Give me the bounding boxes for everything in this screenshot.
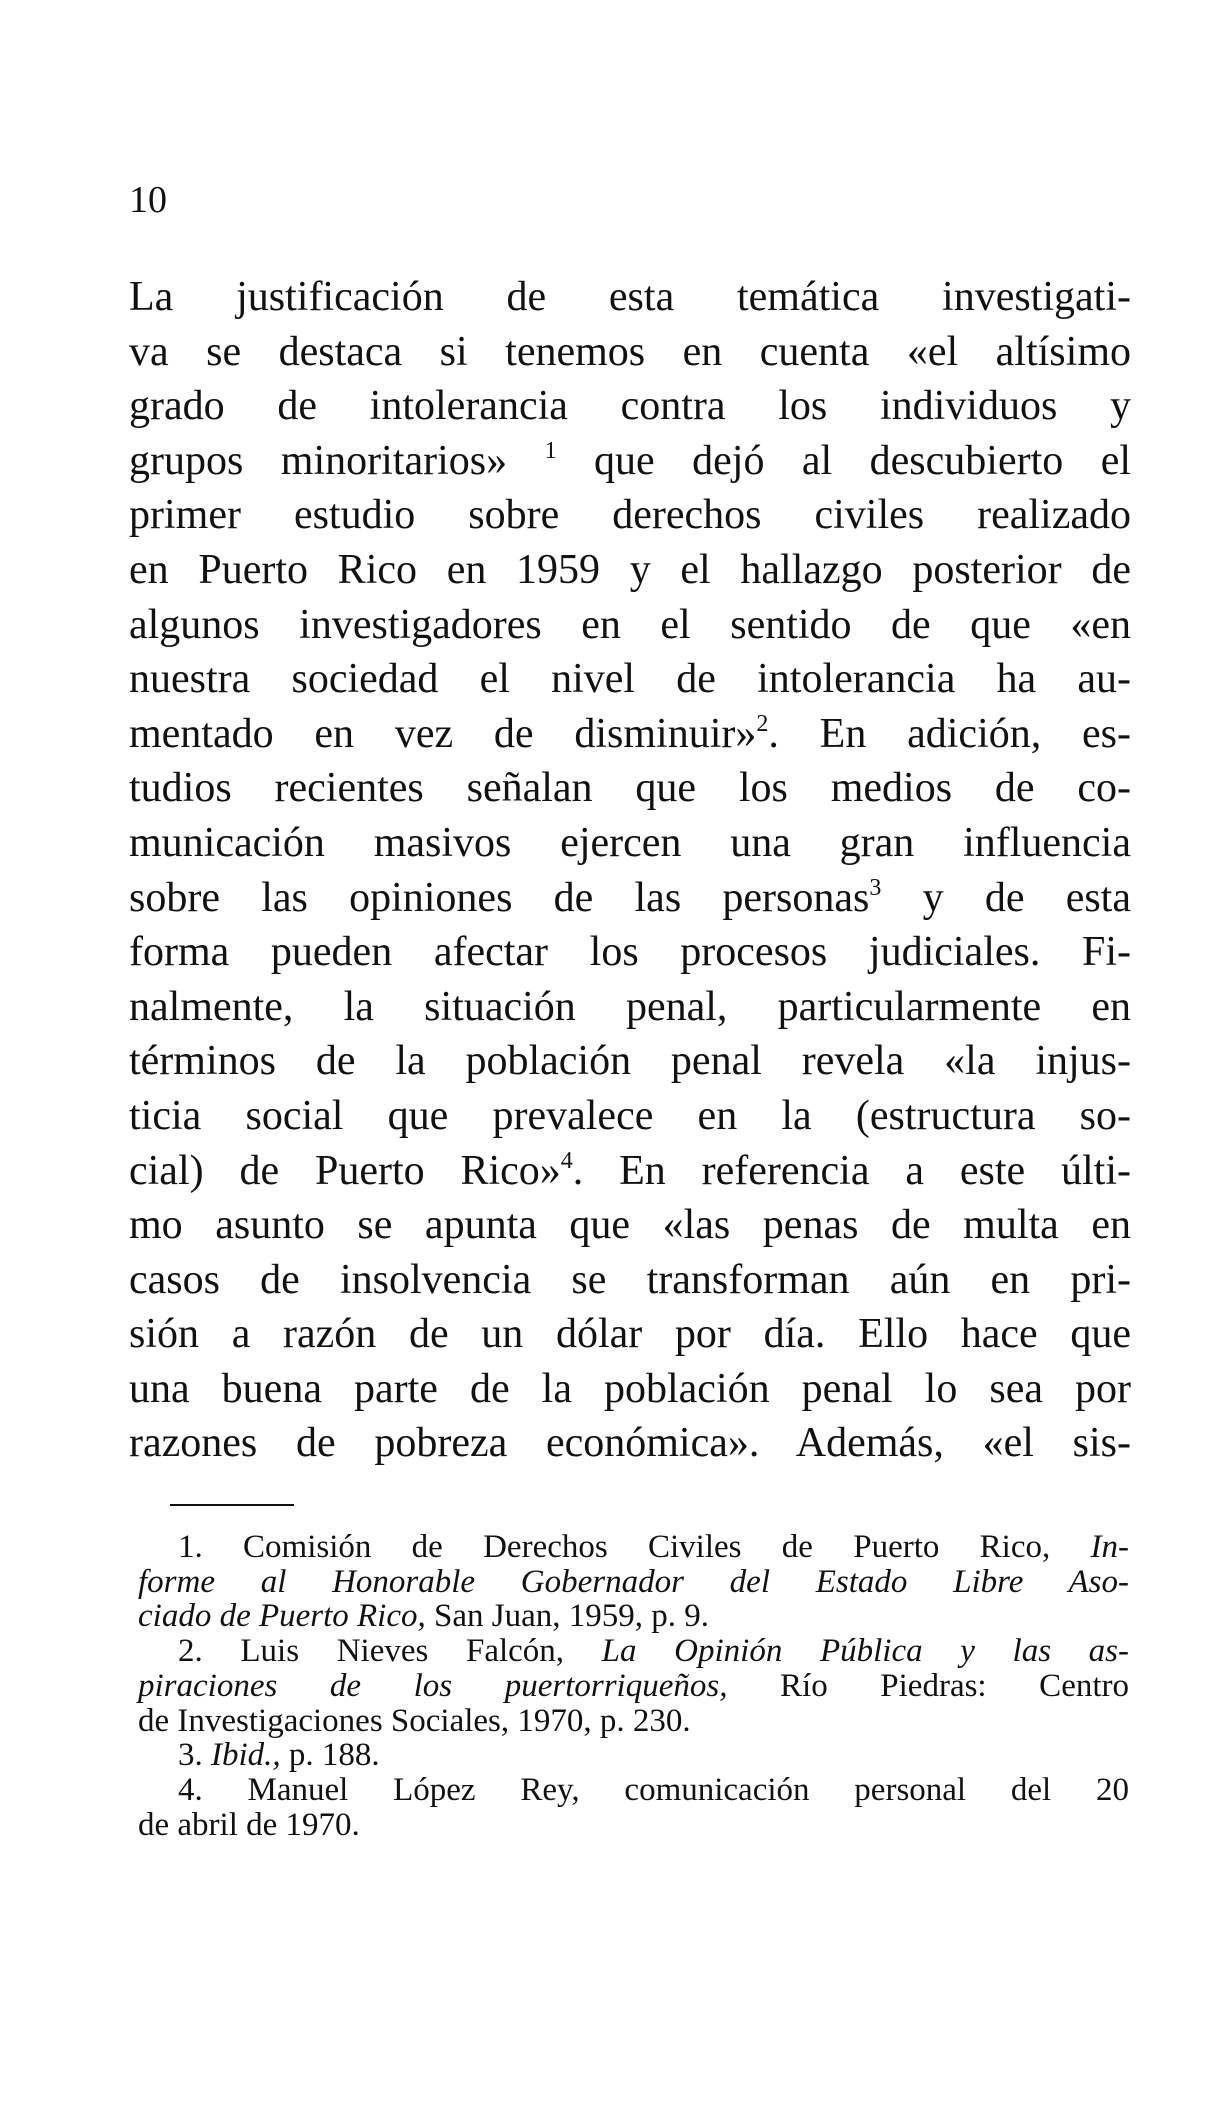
body-line: grado de intolerancia contra los individuos y <box>129 383 1131 430</box>
body-line: razones de pobreza económica». Además, «el sis- <box>129 1420 1131 1467</box>
footnote-marker: 4 <box>560 1147 573 1174</box>
body-line-text: grupos minoritarios» <box>129 437 508 484</box>
body-line-text: mentado en vez de disminuir» <box>129 710 757 757</box>
page-number: 10 <box>129 179 167 221</box>
footnote-marker: 2 <box>756 710 769 737</box>
footnote-1-line <box>138 1565 1129 1600</box>
footnote-2-line <box>138 1634 1129 1669</box>
body-line: términos de la población penal revela «la injus- <box>129 1038 1131 1085</box>
body-line: municación masivos ejercen una gran influencia <box>129 819 1131 866</box>
footnote-title: ciado de Puerto Rico, <box>138 1598 426 1635</box>
body-line-with-footnote <box>129 1144 1131 1199</box>
body-line-text: y de esta <box>922 874 1131 921</box>
body-line: tudios recientes señalan que los medios de co- <box>129 765 1131 812</box>
body-line: primer estudio sobre derechos civiles realizado <box>129 492 1131 539</box>
footnote-1-line <box>138 1530 1129 1565</box>
footnote-1-line <box>138 1599 1129 1634</box>
body-line-text: cial) de Puerto Rico» <box>129 1147 561 1194</box>
body-line: ticia social que prevalece en la (estructura so- <box>129 1092 1131 1139</box>
body-line-text: sobre las opiniones de las personas <box>129 874 870 921</box>
footnote-title: forme al Honorable Gobernador del Estado Libre Aso- <box>138 1563 1129 1600</box>
body-line: sión a razón de un dólar por día. Ello hace que <box>129 1311 1131 1358</box>
body-line: mo asunto se apunta que «las penas de multa en <box>129 1202 1131 1249</box>
footnote-text: 1. Comisión de Derechos Civiles de Puerto Rico, <box>178 1529 1051 1565</box>
body-line: una buena parte de la población penal lo sea por <box>129 1365 1131 1412</box>
body-line: va se destaca si tenemos en cuenta «el altísimo <box>129 328 1131 375</box>
footnote-4-line: 4. Manuel López Rey, comunicación personal del 20 <box>178 1771 1129 1808</box>
footnote-2-line: de Investigaciones Sociales, 1970, p. 230. <box>138 1702 691 1739</box>
footnote-text: 3. <box>178 1737 203 1774</box>
body-line: algunos investigadores en el sentido de que «en <box>129 601 1131 648</box>
body-line-with-footnote <box>129 707 1131 762</box>
footnote-marker: 1 <box>544 437 557 464</box>
body-line-with-footnote <box>129 434 1131 489</box>
footnote-text: Río Piedras: Centro <box>780 1667 1129 1704</box>
footnote-marker: 3 <box>869 874 882 901</box>
footnote-text: p. 188. <box>288 1737 380 1774</box>
footnote-separator <box>170 1504 294 1506</box>
body-line: casos de insolvencia se transforman aún en pri- <box>129 1256 1131 1303</box>
body-line-text: que dejó al descubierto el <box>594 437 1132 484</box>
footnote-title: piraciones de los puertorriqueños, <box>138 1667 728 1704</box>
body-line: nalmente, la situación penal, particularmente en <box>129 983 1131 1030</box>
footnote-3-line <box>138 1738 1129 1773</box>
footnote-text: 2. Luis Nieves Falcón, <box>178 1633 565 1670</box>
footnote-2-line <box>138 1669 1129 1704</box>
body-text <box>129 270 1131 1471</box>
footnote-title: In- <box>1090 1529 1130 1565</box>
body-line-text: . En adición, es- <box>768 710 1132 757</box>
footnote-title: La Opinión Pública y las as- <box>601 1633 1130 1670</box>
footnote-title: Ibid., <box>211 1737 281 1774</box>
footnote-text: San Juan, 1959, p. 9. <box>434 1598 710 1635</box>
body-line-text: . En referencia a este últi- <box>572 1147 1131 1194</box>
footnotes <box>138 1530 1129 1842</box>
body-line-with-footnote <box>129 871 1131 926</box>
body-line: forma pueden afectar los procesos judiciales. Fi- <box>129 929 1131 976</box>
body-line: nuestra sociedad el nivel de intolerancia ha au- <box>129 656 1131 703</box>
footnote-4-line: de abril de 1970. <box>138 1806 360 1843</box>
body-line: La justificación de esta temática investigati- <box>129 274 1131 320</box>
body-line: en Puerto Rico en 1959 y el hallazgo posterior de <box>129 546 1131 593</box>
